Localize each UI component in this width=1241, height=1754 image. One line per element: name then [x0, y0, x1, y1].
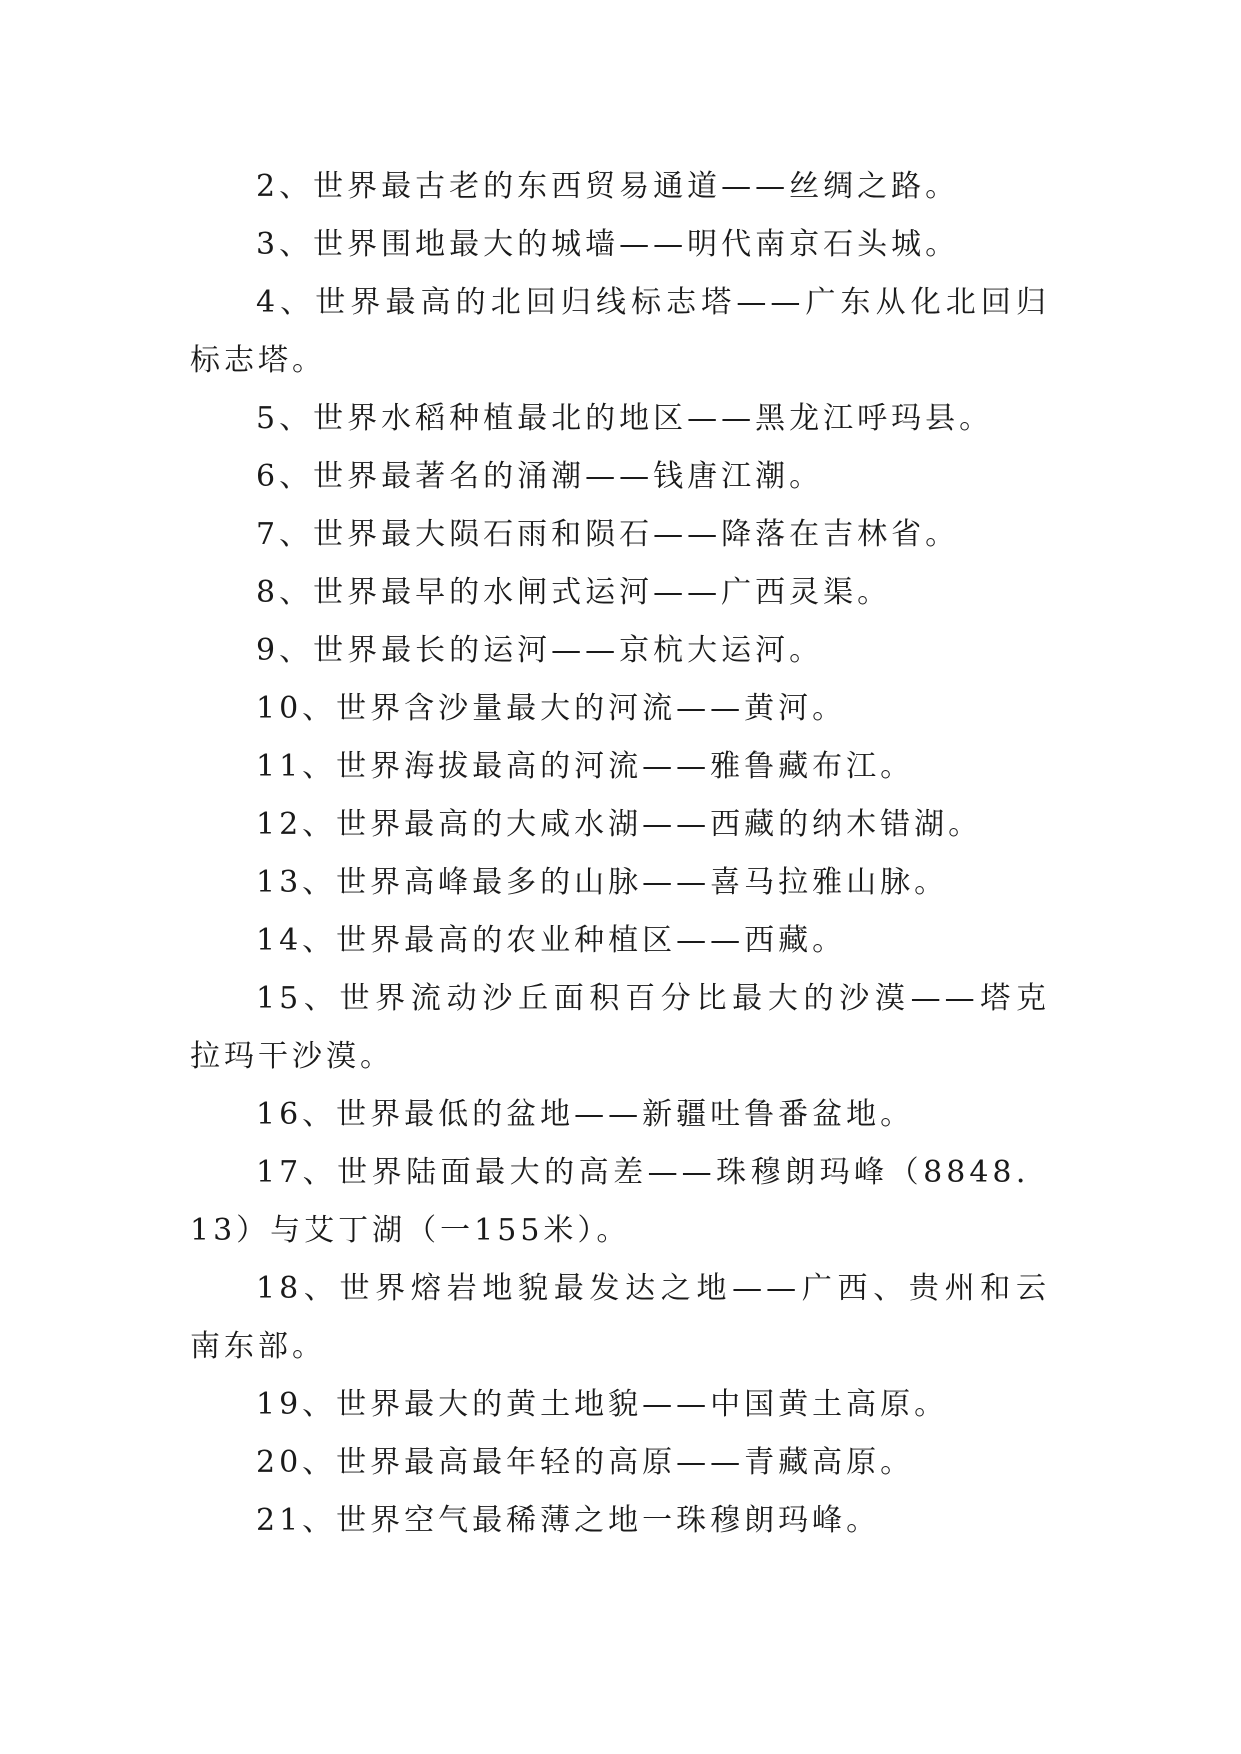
list-item: 20、世界最高最年轻的高原——青藏高原。 — [256, 1445, 915, 1480]
list-item: 8、世界最早的水闸式运河——广西灵渠。 — [256, 575, 892, 610]
list-item: 16、世界最低的盆地——新疆吐鲁番盆地。 — [256, 1097, 915, 1132]
list-item: 7、世界最大陨石雨和陨石——降落在吉林省。 — [256, 517, 960, 552]
list-item: 14、世界最高的农业种植区——西藏。 — [256, 923, 847, 958]
list-item: 11、世界海拔最高的河流——雅鲁藏布江。 — [256, 749, 915, 784]
list-item: 5、世界水稻种植最北的地区——黑龙江呼玛县。 — [256, 401, 994, 436]
list-item: 2、世界最古老的东西贸易通道——丝绸之路。 — [256, 169, 960, 204]
list-item: 6、世界最著名的涌潮——钱唐江潮。 — [256, 459, 824, 494]
list-item: 13、世界高峰最多的山脉——喜马拉雅山脉。 — [256, 865, 949, 900]
list-item: 12、世界最高的大咸水湖——西藏的纳木错湖。 — [256, 807, 983, 842]
list-item: 3、世界围地最大的城墙——明代南京石头城。 — [256, 227, 960, 262]
list-item: 10、世界含沙量最大的河流——黄河。 — [256, 691, 847, 726]
list-item: 21、世界空气最稀薄之地一珠穆朗玛峰。 — [256, 1503, 881, 1538]
list-item: 15、世界流动沙丘面积百分比最大的沙漠——塔克拉玛干沙漠。 — [190, 981, 1050, 1074]
list-item: 18、世界熔岩地貌最发达之地——广西、贵州和云南东部。 — [190, 1271, 1050, 1364]
list-item: 19、世界最大的黄土地貌——中国黄土高原。 — [256, 1387, 949, 1422]
document-body — [190, 158, 1050, 1550]
list-item: 4、世界最高的北回归线标志塔——广东从化北回归标志塔。 — [190, 285, 1050, 378]
list-item: 9、世界最长的运河——京杭大运河。 — [256, 633, 824, 668]
list-item: 17、世界陆面最大的高差——珠穆朗玛峰（8848．13）与艾丁湖（一155米）。 — [190, 1155, 1050, 1248]
